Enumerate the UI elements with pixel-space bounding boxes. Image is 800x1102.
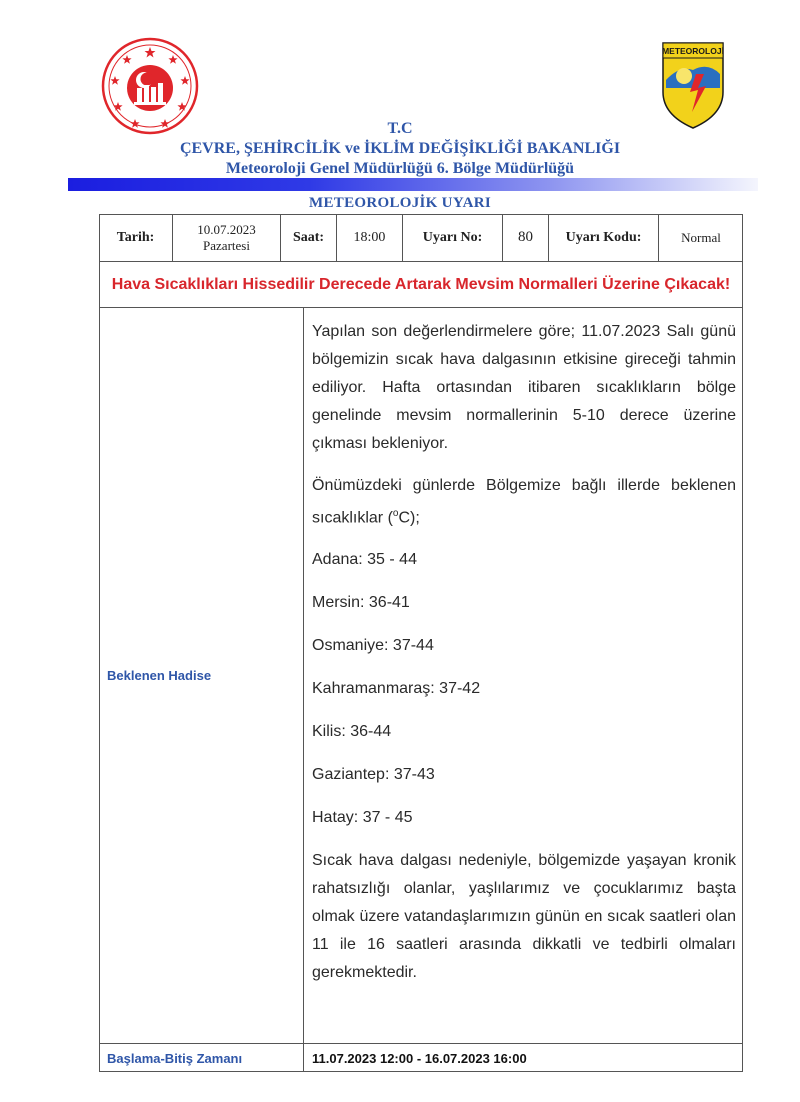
warning-info-row [99,214,743,262]
meteorology-logo-text: METEOROLOJİ [662,46,724,56]
warning-body [312,318,736,1001]
time-value: 18:00 [337,214,403,261]
forecast-intro-text: Önümüzdeki günlerde Bölgemize bağlı illerde beklenen sıcaklıklar ( [312,477,736,527]
period-label: Başlama-Bitiş Zamanı [99,1044,304,1072]
advice-paragraph: Sıcak hava dalgası nedeniyle, bölgemizde yaşayan kronik rahatsızlığı olanlar, yaşlılarımız ve çocuklarımız başta olmak üzere vatandaşlarımızın günün en sıcak saatleri olan 11 ile 16 saatleri arasında dikkatli ve tedbirli olmaları gerekmektedir. [312,852,736,982]
city-forecast: Osmaniye: 37-44 [312,637,434,655]
city-forecast: Kilis: 36-44 [312,723,392,741]
date-value: 10.07.2023 [197,221,256,237]
city-forecast: Adana: 35 - 44 [312,551,417,569]
expected-event-label: Beklenen Hadise [107,668,212,683]
header-directorate: Meteoroloji Genel Müdürlüğü 6. Bölge Müdürlüğü [225,160,575,177]
degree-superscript: o [392,508,399,519]
warning-headline: Hava Sıcaklıkları Hissedilir Derecede Artarak Mevsim Normalleri Üzerine Çıkacak! [99,262,743,308]
header-country: T.C [387,120,413,137]
city-forecast: Mersin: 36-41 [312,594,410,612]
header-divider-bar [68,178,758,191]
warning-no-value: 80 [503,214,549,261]
date-label: Tarih: [99,214,173,261]
warning-no-label: Uyarı No: [403,214,503,261]
time-label: Saat: [281,214,337,261]
city-forecast: Gaziantep: 37-43 [312,766,435,784]
meteorology-logo [660,40,726,130]
document-title: METEOROLOJİK UYARI [309,195,491,211]
city-forecast: Kahramanmaraş: 37-42 [312,680,481,698]
date-cell [173,214,281,261]
forecast-intro-paragraph [312,472,736,532]
day-value: Pazartesi [203,237,250,253]
expected-event-column [99,308,304,1043]
warning-code-label: Uyarı Kodu: [549,214,659,261]
city-forecast: Hatay: 37 - 45 [312,809,413,827]
header-ministry: ÇEVRE, ŞEHİRCİLİK ve İKLİM DEĞİŞİKLİĞİ BAKANLIĞI [179,140,621,157]
unit-suffix: C); [398,509,420,527]
period-row [99,1043,743,1072]
intro-paragraph: Yapılan son değerlendirmelere göre; 11.07.2023 Salı günü bölgemizin sıcak hava dalgasının etkisine gireceği tahmin ediliyor. Hafta ortasından itibaren sıcaklıkların bölge genelinde mevsim normallerinin 5-10 derece üzerine çıkması bekleniyor. [312,323,736,452]
period-value: 11.07.2023 12:00 - 16.07.2023 16:00 [312,1050,527,1066]
warning-code-value: Normal [681,229,721,245]
